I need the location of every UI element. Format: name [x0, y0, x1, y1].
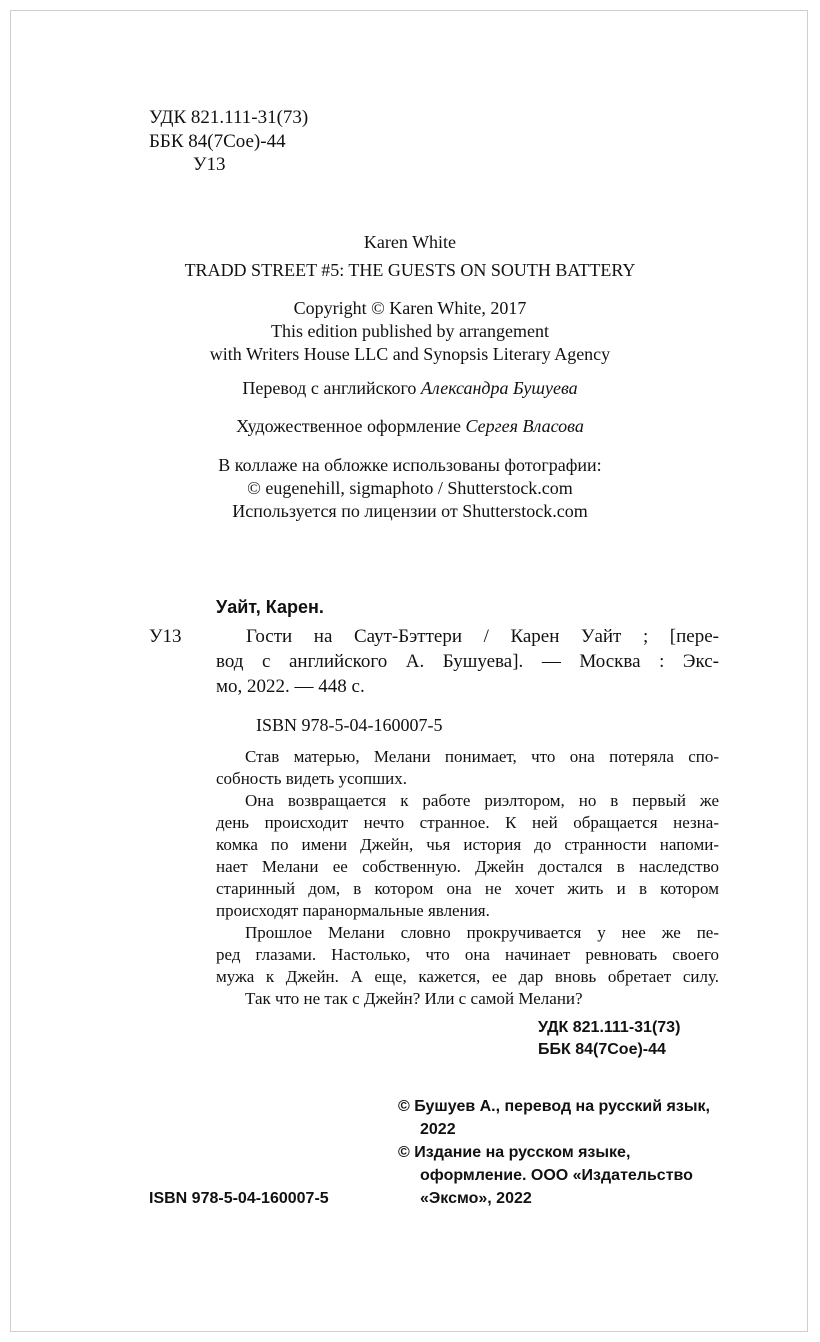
annotation-line: собность видеть усопших.	[216, 769, 408, 788]
annotation-line: день происходит нечто странное. К ней обращается незна-	[216, 813, 719, 832]
photo-credit-line: Используется по лицензии от Shutterstock.com	[232, 501, 588, 521]
annotation-line: нает Мелани ее собственную. Джейн достался в наследство	[216, 857, 719, 876]
annotation-line: Прошлое Мелани словно прокручивается у нее же пе-	[245, 923, 719, 942]
designer-name: Сергея Власова	[465, 416, 584, 436]
annotation-line: Она возвращается к работе риэлтором, но в первый же	[245, 791, 719, 810]
photo-credit-line: В коллаже на обложке использованы фотографии:	[218, 455, 602, 475]
design-credit	[0, 415, 820, 437]
bib-description-line: мо, 2022. — 448 с.	[216, 676, 365, 697]
author-code-top: У13	[193, 154, 226, 175]
original-title: TRADD STREET #5: THE GUESTS ON SOUTH BATTERY	[184, 260, 636, 280]
translation-credit	[0, 377, 820, 399]
annotation-line: комка по имени Джейн, чья история до странности напоми-	[216, 835, 719, 854]
copyright-line: Copyright © Karen White, 2017	[293, 298, 527, 318]
rights-edition-line: «Эксмо», 2022	[420, 1190, 532, 1207]
copyright-line: This edition published by arrangement	[271, 321, 549, 341]
udk-top: УДК 821.111-31(73)	[149, 107, 309, 128]
translation-label: Перевод с английского	[242, 378, 417, 398]
rights-translation-line: © Бушуев А., перевод на русский язык,	[398, 1098, 710, 1115]
bbk-bottom: ББК 84(7Сое)-44	[538, 1041, 666, 1058]
annotation-line: происходят паранормальные явления.	[216, 901, 490, 920]
annotation-line: ред глазами. Настолько, что она начинает ревновать своего	[216, 945, 719, 964]
rights-edition-line: © Издание на русском языке,	[398, 1144, 631, 1161]
isbn-bottom: ISBN 978-5-04-160007-5	[149, 1190, 329, 1207]
bbk-top: ББК 84(7Сое)-44	[149, 131, 286, 152]
photo-credit-line: © eugenehill, sigmaphoto / Shutterstock.com	[247, 478, 573, 498]
original-edition-block	[0, 231, 820, 366]
annotation-line: мужа к Джейн. А еще, кажется, ее дар вновь обретает силу.	[216, 967, 719, 986]
rights-edition-line: оформление. ООО «Издательство	[420, 1167, 693, 1184]
annotation	[216, 746, 719, 1010]
annotation-line: Так что не так с Джейн? Или с самой Мелани?	[245, 989, 583, 1008]
design-label: Художественное оформление	[236, 416, 462, 436]
bib-description-line: Гости на Саут-Бэттери / Карен Уайт ; [пере-	[246, 626, 719, 647]
original-author: Karen White	[363, 232, 457, 252]
bib-heading: Уайт, Карен.	[216, 597, 324, 617]
annotation-line: Став матерью, Мелани понимает, что она потеряла спо-	[245, 747, 719, 766]
bib-description-line: вод с английского А. Бушуева]. — Москва : Экс-	[216, 651, 719, 672]
udk-bottom: УДК 821.111-31(73)	[538, 1019, 681, 1036]
rights-translation-line: 2022	[420, 1121, 456, 1138]
bib-author-code: У13	[149, 626, 182, 647]
copyright-line: with Writers House LLC and Synopsis Literary Agency	[209, 344, 611, 364]
photo-credits	[0, 454, 820, 523]
translator-name: Александра Бушуева	[420, 378, 578, 398]
bib-isbn: ISBN 978-5-04-160007-5	[256, 715, 443, 735]
annotation-line: старинный дом, в котором она не хочет жить и в котором	[216, 879, 719, 898]
